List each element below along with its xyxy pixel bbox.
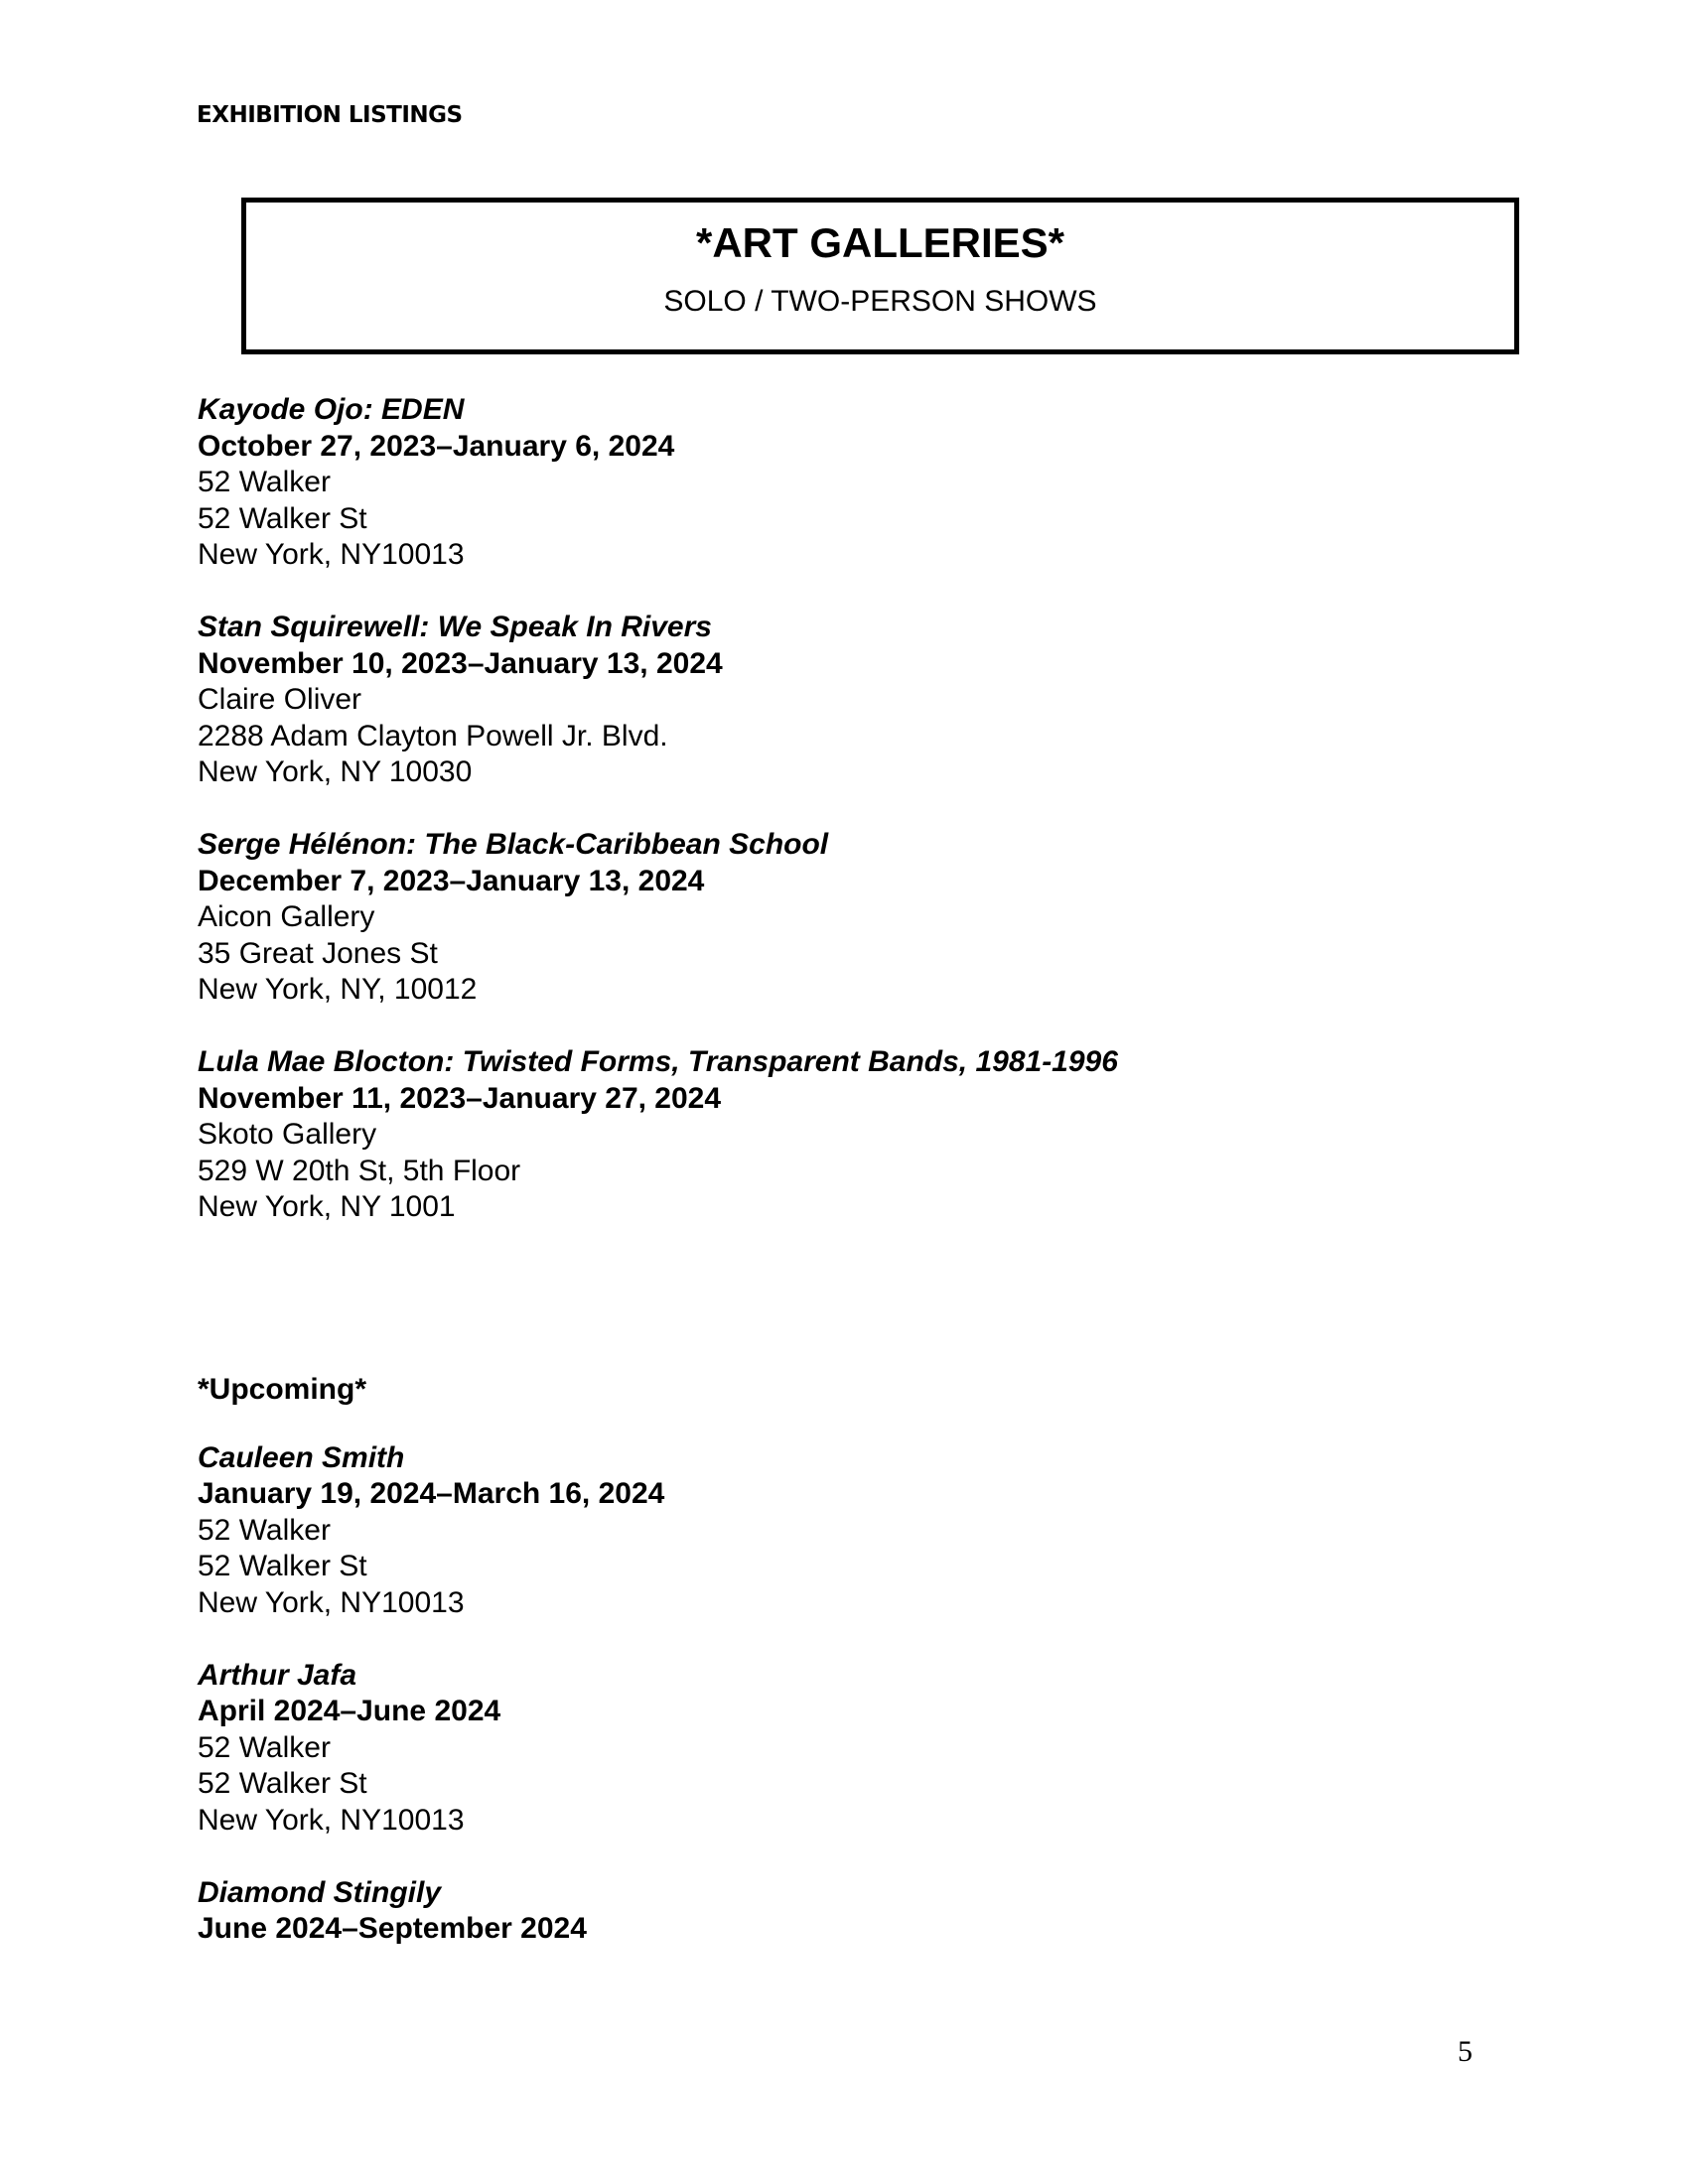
venue-name: 52 Walker bbox=[198, 1513, 331, 1547]
venue-address: 52 Walker St bbox=[198, 1550, 367, 1582]
exhibition-title: Stan Squirewell: We Speak In Rivers bbox=[198, 611, 712, 643]
venue-address: 35 Great Jones St bbox=[198, 936, 438, 970]
exhibition-dates: January 19, 2024–March 16, 2024 bbox=[198, 1477, 665, 1510]
exhibition-dates: November 10, 2023–January 13, 2024 bbox=[198, 646, 723, 680]
listing-entry bbox=[198, 1440, 1488, 1622]
upcoming-listings bbox=[198, 1372, 1488, 1983]
listing-entry bbox=[198, 827, 1488, 1009]
exhibition-title: Cauleen Smith bbox=[198, 1440, 405, 1474]
exhibition-title: Lula Mae Blocton: Twisted Forms, Transparent Bands, 1981-1996 bbox=[198, 1045, 1118, 1078]
venue-city: New York, NY 1001 bbox=[198, 1190, 456, 1223]
venue-address: 2288 Adam Clayton Powell Jr. Blvd. bbox=[198, 719, 668, 752]
exhibition-title: Kayode Ojo: EDEN bbox=[198, 393, 465, 426]
exhibition-title: Diamond Stingily bbox=[198, 1875, 442, 1909]
venue-city: New York, NY, 10012 bbox=[198, 973, 478, 1006]
page-title: *ART GALLERIES* bbox=[695, 219, 1065, 266]
venue-address: 52 Walker St bbox=[198, 1767, 367, 1800]
exhibition-dates: October 27, 2023–January 6, 2024 bbox=[198, 429, 675, 463]
venue-city: New York, NY10013 bbox=[198, 1803, 465, 1837]
exhibition-dates: November 11, 2023–January 27, 2024 bbox=[198, 1081, 722, 1115]
exhibition-dates: April 2024–June 2024 bbox=[198, 1695, 501, 1727]
listing-entry bbox=[198, 1044, 1488, 1226]
section-header: EXHIBITION LISTINGS bbox=[197, 102, 463, 128]
venue-address: 52 Walker St bbox=[198, 501, 367, 535]
listing-entry bbox=[198, 1658, 1488, 1840]
venue-name: Claire Oliver bbox=[198, 683, 362, 716]
exhibition-dates: June 2024–September 2024 bbox=[198, 1912, 587, 1945]
venue-name: Aicon Gallery bbox=[198, 900, 375, 933]
venue-name: 52 Walker bbox=[198, 466, 331, 498]
venue-name: 52 Walker bbox=[198, 1730, 331, 1764]
listing-entry bbox=[198, 392, 1488, 574]
current-listings bbox=[198, 392, 1488, 1262]
title-box bbox=[241, 198, 1519, 354]
venue-name: Skoto Gallery bbox=[198, 1118, 377, 1151]
page-subtitle: SOLO / TWO-PERSON SHOWS bbox=[663, 285, 1097, 318]
venue-address: 529 W 20th St, 5th Floor bbox=[198, 1154, 521, 1187]
exhibition-title: Arthur Jafa bbox=[198, 1658, 357, 1692]
exhibition-dates: December 7, 2023–January 13, 2024 bbox=[198, 864, 705, 897]
upcoming-label: *Upcoming* bbox=[198, 1373, 367, 1406]
venue-city: New York, NY10013 bbox=[198, 538, 465, 571]
exhibition-title: Serge Hélénon: The Black-Caribbean School bbox=[198, 828, 829, 861]
page-number: 5 bbox=[1458, 2035, 1473, 2068]
venue-city: New York, NY10013 bbox=[198, 1585, 465, 1619]
listing-entry bbox=[198, 1875, 1488, 1948]
venue-city: New York, NY 10030 bbox=[198, 755, 473, 788]
listing-entry bbox=[198, 610, 1488, 791]
